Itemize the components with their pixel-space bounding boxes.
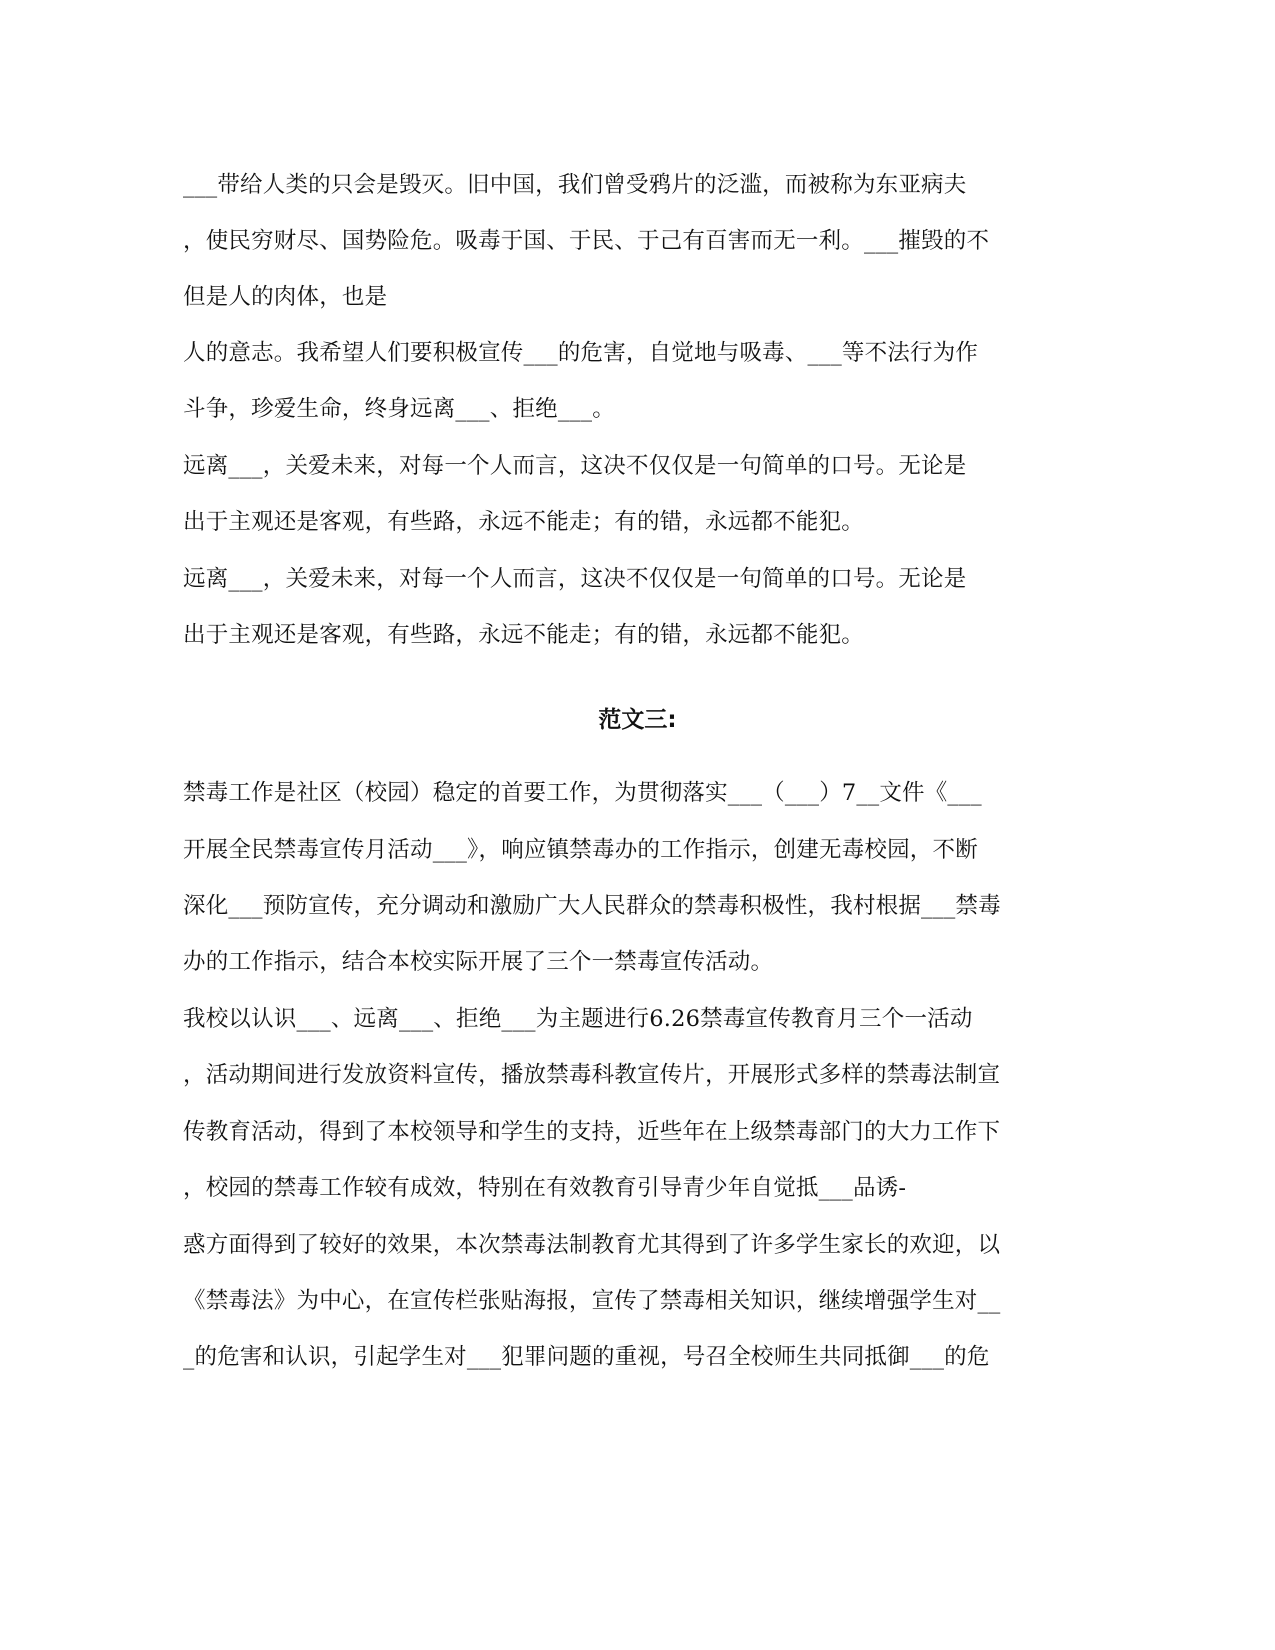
paragraph-line: 传教育活动，得到了本校领导和学生的支持，近些年在上级禁毒部门的大力工作下 [183,1119,1001,1145]
paragraph-line: 开展全民禁毒宣传月活动___》，响应镇禁毒办的工作指示，创建无毒校园，不断 [183,837,978,863]
paragraph-line: 远离___，关爱未来，对每一个人而言，这决不仅仅是一句简单的口号。无论是 [183,566,967,592]
paragraph-line: ___带给人类的只会是毁灭。旧中国，我们曾受鸦片的泛滥，而被称为东亚病夫 [183,172,967,198]
paragraph-line: _的危害和认识，引起学生对___犯罪问题的重视，号召全校师生共同抵御___的危 [183,1344,990,1370]
paragraph-line: 我校以认识___、远离___、拒绝___为主题进行6.26禁毒宣传教育月三个一活动 [183,1006,973,1032]
paragraph-line: 但是人的肉体，也是 [183,284,388,310]
paragraph-line: 禁毒工作是社区（校园）稳定的首要工作，为贯彻落实___（___）7__文件《___ [183,780,982,806]
paragraph-line: 惑方面得到了较好的效果，本次禁毒法制教育尤其得到了许多学生家长的欢迎，以 [183,1232,1001,1258]
paragraph-line: 《禁毒法》为中心，在宣传栏张贴海报，宣传了禁毒相关知识，继续增强学生对__ [183,1288,1001,1314]
section-heading: 范文三: [598,707,677,733]
paragraph-line: 办的工作指示，结合本校实际开展了三个一禁毒宣传活动。 [183,949,774,975]
paragraph-line: ，使民穷财尽、国势险危。吸毒于国、于民、于己有百害而无一利。___摧毁的不 [183,228,990,254]
paragraph-line: 人的意志。我希望人们要积极宣传___的危害，自觉地与吸毒、___等不法行为作 [183,340,979,366]
paragraph-line: 深化___预防宣传，充分调动和激励广大人民群众的禁毒积极性，我村根据___禁毒 [183,893,1001,919]
paragraph-line: 出于主观还是客观，有些路，永远不能走；有的错，永远都不能犯。 [183,622,865,648]
paragraph-line: ，活动期间进行发放资料宣传，播放禁毒科教宣传片，开展形式多样的禁毒法制宣 [183,1062,1001,1088]
paragraph-line: 远离___，关爱未来，对每一个人而言，这决不仅仅是一句简单的口号。无论是 [183,453,967,479]
paragraph-line: ，校园的禁毒工作较有成效，特别在有效教育引导青少年自觉抵___品诱- [183,1175,907,1201]
paragraph-line: 出于主观还是客观，有些路，永远不能走；有的错，永远都不能犯。 [183,509,865,535]
paragraph-line: 斗争，珍爱生命，终身远离___、拒绝___。 [183,396,615,422]
